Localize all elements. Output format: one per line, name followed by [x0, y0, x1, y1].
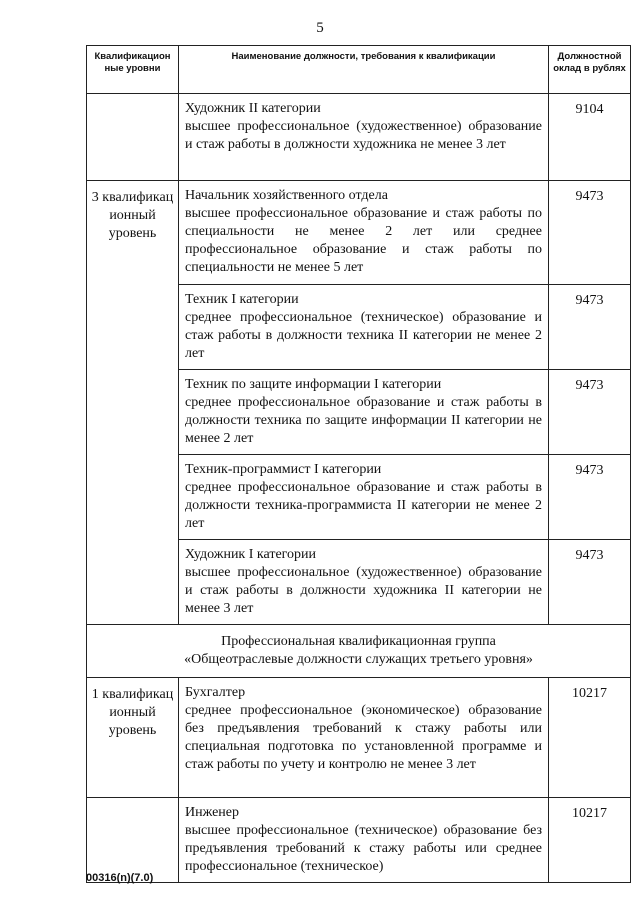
header-salary: Должностной оклад в рублях [549, 46, 631, 94]
header-level: Квалификацион ные уровни [87, 46, 179, 94]
group-title-line2: «Общеотраслевые должности служащих третьего уровня» [184, 652, 533, 667]
position-cell [179, 181, 549, 285]
position-title: Художник II категории [185, 101, 321, 116]
qualification-table [86, 45, 631, 883]
salary-cell: 9473 [549, 181, 631, 285]
salary-cell: 9473 [549, 370, 631, 455]
position-requirements: высшее профессиональное (художественное) образование и стаж работы в должности художника не менее 3 лет [185, 119, 542, 152]
group-title-line1: Профессиональная квалификационная группа [221, 634, 496, 649]
salary-cell: 10217 [549, 678, 631, 798]
salary-cell: 9473 [549, 455, 631, 540]
position-requirements: среднее профессиональное (техническое) образование и стаж работы в должности техника II категории не менее 2 лет [185, 310, 542, 361]
document-code: 00316(n)(7.0) [86, 872, 154, 884]
salary-cell: 9104 [549, 94, 631, 181]
position-cell [179, 94, 549, 181]
position-title: Техник-программист I категории [185, 462, 382, 477]
position-cell [179, 540, 549, 625]
salary-cell: 9473 [549, 540, 631, 625]
salary-cell: 9473 [549, 285, 631, 370]
page-number: 5 [316, 20, 324, 36]
position-title: Техник I категории [185, 292, 299, 307]
position-requirements: среднее профессиональное образование и стаж работы в должности техника по защите информации II категории не менее 2 лет [185, 395, 542, 446]
position-cell [179, 455, 549, 540]
level-cell: 3 квалификац ионный уровень [87, 181, 179, 625]
position-requirements: среднее профессиональное (экономическое) образование без предъявления требований к стажу работы или специальная подготовка по установленной программе и стаж работы по учету и контролю не менее 3 лет [185, 703, 542, 772]
table-row [87, 94, 631, 181]
level-cell [87, 94, 179, 181]
table-row [87, 678, 631, 798]
position-title: Бухгалтер [185, 685, 246, 700]
salary-cell: 10217 [549, 798, 631, 883]
table-header-row [87, 46, 631, 94]
position-cell [179, 678, 549, 798]
position-cell [179, 798, 549, 883]
position-title: Техник по защите информации I категории [185, 377, 442, 392]
position-requirements: среднее профессиональное образование и стаж работы в должности техника-программиста II категории не менее 2 лет [185, 480, 542, 531]
position-requirements: высшее профессиональное (техническое) образование без предъявления требований к стажу работы или среднее профессиональное (техническое) [185, 823, 542, 874]
table-row [87, 181, 631, 285]
group-header-row [87, 625, 631, 678]
level-cell: 1 квалификац ионный уровень [87, 678, 179, 798]
position-requirements: высшее профессиональное (художественное) образование и стаж работы в должности художника II категории не менее 3 лет [185, 565, 542, 616]
position-title: Инженер [185, 805, 240, 820]
position-requirements: высшее профессиональное образование и стаж работы по специальности не менее 2 лет или среднее профессиональное образование и стаж работы по специальности не менее 5 лет [185, 206, 542, 275]
position-title: Начальник хозяйственного отдела [185, 188, 388, 203]
position-title: Художник I категории [185, 547, 317, 562]
level-cell [87, 798, 179, 883]
group-header-cell [87, 625, 631, 678]
header-name: Наименование должности, требования к квалификации [179, 46, 549, 94]
position-cell [179, 285, 549, 370]
position-cell [179, 370, 549, 455]
table-row [87, 798, 631, 883]
